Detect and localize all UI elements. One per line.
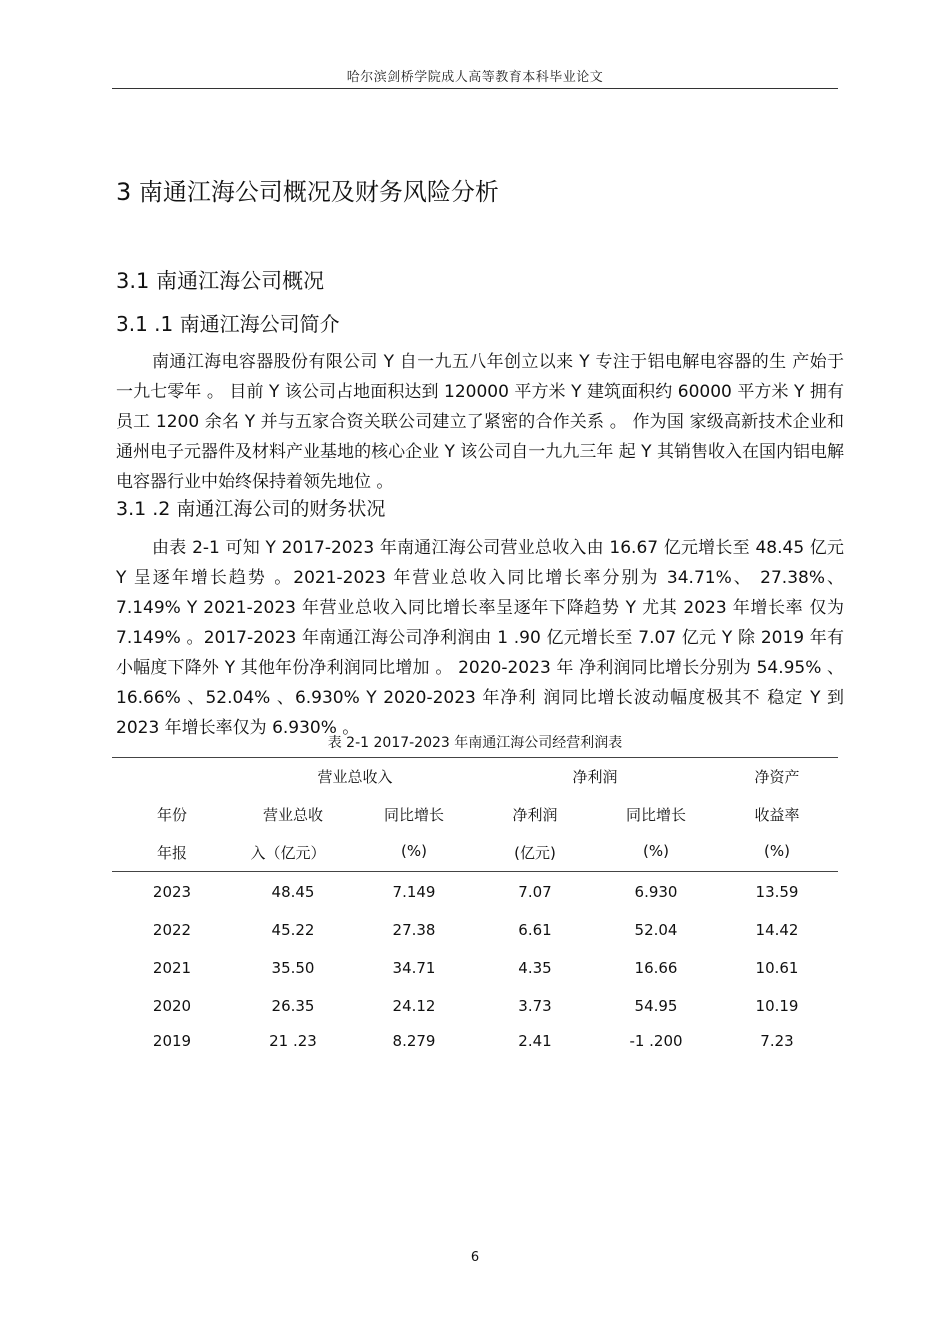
table-cell: 54.95 <box>634 997 678 1015</box>
header-roe-line3: (%) <box>764 842 790 860</box>
table-cell: 4.35 <box>518 959 552 977</box>
header-np-line1: 净利润 <box>512 806 558 824</box>
header-year-line1: 年份 <box>156 806 188 824</box>
header-np-growth-line1: 同比增长 <box>625 806 687 824</box>
table-cell: 7.23 <box>760 1032 794 1050</box>
table-cell: 21 .23 <box>269 1032 317 1050</box>
table-cell: 7.07 <box>518 883 552 901</box>
table-cell: 45.22 <box>271 921 315 939</box>
header-rev-growth-line1: 同比增长 <box>383 806 445 824</box>
group-header-revenue: 营业总收入 <box>317 768 393 786</box>
table-cell: 14.42 <box>755 921 799 939</box>
header-rev-growth-line2: (%) <box>401 842 427 860</box>
table-cell: 2019 <box>152 1032 192 1050</box>
table-top-rule <box>112 757 838 758</box>
table-cell: 16.66 <box>634 959 678 977</box>
table-cell: 27.38 <box>392 921 436 939</box>
table-cell: 3.73 <box>518 997 552 1015</box>
table-header-rule <box>112 871 838 872</box>
subsection-title-finance: 3.1 .2 南通江海公司的财务状况 <box>116 498 386 520</box>
paragraph-finance: 由表 2-1 可知 Y 2017-2023 年南通江海公司营业总收入由 16.67 亿元增长至 48.45 亿元 Y 呈逐年增长趋势 。2021-2023 年营业总收入同比增长率分别为 34.71%、 27.38%、 7.149% Y 2021-2023 年营业总收入同比增长率呈逐年下降趋势 Y 尤其 2023 年增长率 仅为 7.149% 。2017-2023 年南通江海公司净利润由 1 .90 亿元增长至 7.07 亿元 Y 除 2019 年有小幅度下降外 Y 其他年份净利润同比增加 。 2020-2023 年 净利润同比增长分别为 54.95% 、 16.66% 、52.04% 、6.930% Y 2020-2023 年净利 润同比增长波动幅度极其不 稳定 Y 到 2023 年增长率仅为 6.930% 。 <box>116 538 844 738</box>
running-header: 哈尔滨剑桥学院成人高等教育本科毕业论文 <box>346 70 604 85</box>
table-cell: 35.50 <box>271 959 315 977</box>
paragraph-intro: 南通江海电容器股份有限公司 Y 自一九五八年创立以来 Y 专注于铝电解电容器的生 产始于一九七零年 。 目前 Y 该公司占地面积达到 120000 平方米 Y 建筑面积约 60000 平方米 Y 拥有员工 1200 余名 Y 并与五家合资关联公司建立了紧密的合作关系 。 作为国 家级高新技术企业和通州电子元器件及材料产业基地的核心企业 Y 该公司自一九九三年 起 Y 其销售收入在国内铝电解电容器行业中始终保持着领先地位 。 <box>116 352 844 492</box>
table-cell: 24.12 <box>392 997 436 1015</box>
header-rule <box>112 88 838 89</box>
table-cell: 52.04 <box>634 921 678 939</box>
table-cell: 8.279 <box>392 1032 436 1050</box>
table-cell: 7.149 <box>392 883 436 901</box>
table-cell: 48.45 <box>271 883 315 901</box>
table-cell: 34.71 <box>392 959 436 977</box>
table-cell: 10.61 <box>755 959 799 977</box>
table-cell: 2022 <box>152 921 192 939</box>
table-cell: 6.930 <box>634 883 678 901</box>
page-number: 6 <box>470 1250 480 1265</box>
table-cell: 13.59 <box>755 883 799 901</box>
group-header-net-profit: 净利润 <box>572 768 618 786</box>
chapter-title: 3 南通江海公司概况及财务风险分析 <box>116 178 499 206</box>
header-np-growth-line2: (%) <box>643 842 669 860</box>
table-cell: 2023 <box>152 883 192 901</box>
table-cell: -1 .200 <box>629 1032 683 1050</box>
table-cell: 2020 <box>152 997 192 1015</box>
table-caption: 表 2-1 2017-2023 年南通江海公司经营利润表 <box>327 735 623 751</box>
header-year-line2: 年报 <box>156 844 188 862</box>
table-cell: 2021 <box>152 959 192 977</box>
section-title: 3.1 南通江海公司概况 <box>116 269 325 293</box>
header-roe-line1: 净资产 <box>754 768 800 786</box>
table-cell: 26.35 <box>271 997 315 1015</box>
table-cell: 2.41 <box>518 1032 552 1050</box>
subsection-title-intro: 3.1 .1 南通江海公司简介 <box>116 312 340 336</box>
header-revenue-line1: 营业总收 <box>262 806 324 824</box>
table-cell: 10.19 <box>755 997 799 1015</box>
header-revenue-line2: 入（亿元） <box>250 844 326 862</box>
header-roe-line2: 收益率 <box>754 806 800 824</box>
table-cell: 6.61 <box>518 921 552 939</box>
header-np-line2: (亿元) <box>514 844 556 862</box>
